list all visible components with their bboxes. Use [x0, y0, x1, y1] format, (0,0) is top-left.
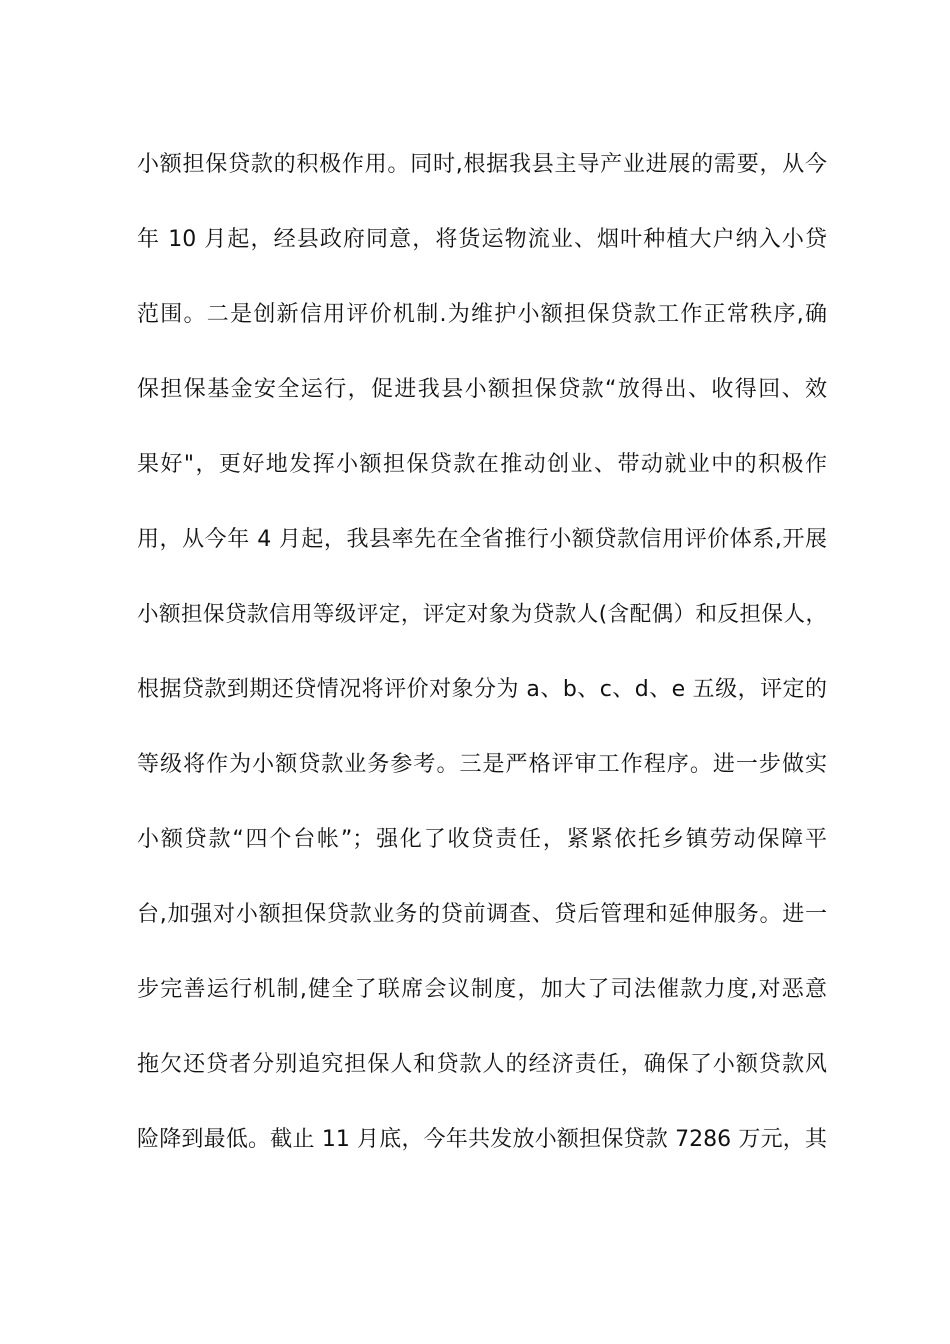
text-line-13: 拖欠还贷者分别追究担保人和贷款人的经济责任，确保了小额贷款风: [137, 1052, 827, 1077]
text-line-11: 台,加强对小额担保贷款业务的贷前调查、贷后管理和延伸服务。进一: [137, 902, 827, 927]
text-line-14: 险降到最低。截止 11 月底，今年共发放小额担保贷款 7286 万元，其: [137, 1127, 827, 1152]
text-line-12: 步完善运行机制,健全了联席会议制度，加大了司法催款力度,对恶意: [137, 977, 827, 1002]
text-line-3: 范围。二是创新信用评价机制.为维护小额担保贷款工作正常秩序,确: [137, 302, 827, 327]
text-line-8: 根据贷款到期还贷情况将评价对象分为 a、b、c、d、e 五级，评定的: [137, 677, 827, 702]
body-paragraph: [137, 140, 827, 1190]
text-line-2: 年 10 月起，经县政府同意，将货运物流业、烟叶种植大户纳入小贷: [137, 227, 827, 252]
text-line-6: 用，从今年 4 月起，我县率先在全省推行小额贷款信用评价体系,开展: [137, 527, 827, 552]
text-line-4: 保担保基金安全运行，促进我县小额担保贷款“放得出、收得回、效: [137, 377, 827, 402]
text-line-1: 小额担保贷款的积极作用。同时,根据我县主导产业进展的需要，从今: [137, 152, 827, 177]
text-line-7: 小额担保贷款信用等级评定，评定对象为贷款人(含配偶）和反担保人，: [137, 602, 827, 627]
text-line-9: 等级将作为小额贷款业务参考。三是严格评审工作程序。进一步做实: [137, 752, 827, 777]
text-line-10: 小额贷款“四个台帐”；强化了收贷责任，紧紧依托乡镇劳动保障平: [137, 827, 827, 852]
text-line-5: 果好"，更好地发挥小额担保贷款在推动创业、带动就业中的积极作: [137, 452, 827, 477]
